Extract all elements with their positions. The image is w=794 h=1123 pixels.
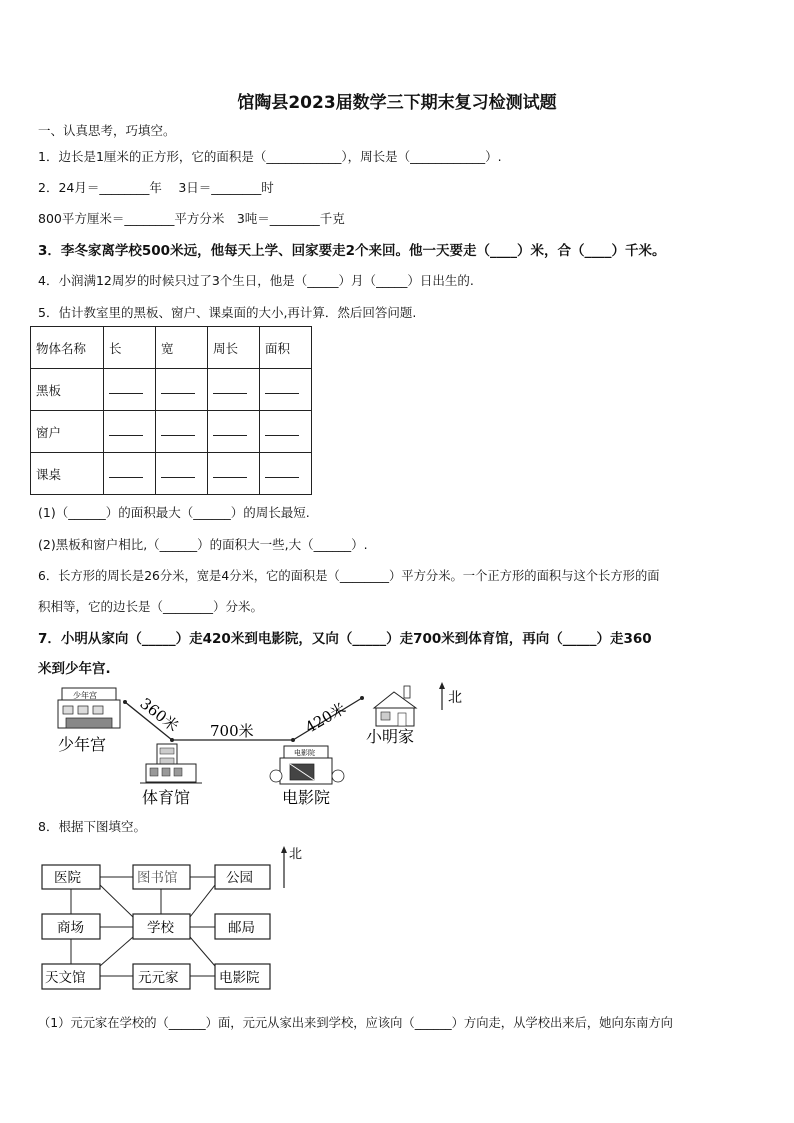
section-heading: 一、认真思考，巧填空。 [38,123,176,138]
grid-map [0,840,340,1000]
table-header: 长 [104,327,156,369]
gym-icon [140,744,202,783]
question-5-1: (1)（______）的面积最大（______）的周长最短. [38,505,310,520]
question-5: 5．估计教室里的黑板、窗户、课桌面的大小,再计算．然后回答问题. [38,305,417,320]
row-label: 黑板 [31,369,104,411]
question-2a: 2．24月＝________年 3日＝________时 [38,180,274,195]
answer-blank[interactable] [208,453,260,495]
library-label: 图书馆 [137,870,178,886]
answer-blank[interactable] [104,411,156,453]
answer-blank[interactable] [156,453,208,495]
answer-blank[interactable] [260,453,312,495]
answer-blank[interactable] [260,411,312,453]
row-label: 课桌 [31,453,104,495]
question-8: 8．根据下图填空。 [38,819,146,834]
mall-label: 商场 [57,920,84,936]
distance-700: 700米 [210,722,254,740]
table-header: 面积 [260,327,312,369]
north-arrow-head-icon [439,682,445,689]
cinema-icon [270,746,344,784]
page-title: 馆陶县2023届数学三下期末复习检测试题 [237,93,557,113]
question-2b: 800平方厘米＝________平方分米 3吨＝________千克 [38,211,345,226]
question-3: 3．李冬家离学校500米远，他每天上学、回家要走2个来回。他一天要走（____）米，合（____）千米。 [38,243,666,259]
north-arrow-head-icon [281,846,287,853]
question-7b: 米到少年宫. [38,661,111,677]
route-point [360,696,364,700]
table-row [31,453,312,495]
route-point [291,738,295,742]
table-header: 宽 [156,327,208,369]
post-office-label: 邮局 [228,920,255,936]
table-header: 周长 [208,327,260,369]
question-8-1: （1）元元家在学校的（______）面，元元从家出来到学校，应该向（______）方向走，从学校出来后，她向东南方向 [38,1016,673,1030]
planetarium-label: 天文馆 [45,970,86,986]
question-6b: 积相等，它的边长是（________）分米。 [38,599,264,614]
yuanyuan-home-label: 元元家 [138,970,179,986]
gym-label: 体育馆 [142,788,191,807]
park-label: 公园 [226,870,253,886]
xiaoming-home-label: 小明家 [366,727,415,746]
question-1: 1．边长是1厘米的正方形，它的面积是（____________），周长是（____________）. [38,149,502,164]
answer-blank[interactable] [208,411,260,453]
question-4: 4．小润满12周岁的时候只过了3个生日，他是（_____）月（_____）日出生的. [38,273,474,288]
question-5-2: (2)黑板和窗户相比,（______）的面积大一些,大（______）. [38,537,368,552]
route-map [0,680,794,810]
question-7a: 7．小明从家向（_____）走420米到电影院，又向（_____）走700米到体育馆，再向（_____）走360 [38,631,652,647]
route-point [170,738,174,742]
youth-palace-sign: 少年宫 [73,691,97,700]
distance-420: 420米 [302,699,349,737]
table-header: 物体名称 [31,327,104,369]
estimation-table [30,326,312,495]
school-label: 学校 [147,920,174,936]
north-label: 北 [289,847,303,862]
table-row [31,411,312,453]
answer-blank[interactable] [208,369,260,411]
route-point [123,700,127,704]
cinema-label: 电影院 [282,788,331,807]
youth-palace-label: 少年宫 [58,735,107,754]
answer-blank[interactable] [156,411,208,453]
answer-blank[interactable] [156,369,208,411]
distance-360: 360米 [136,694,182,736]
hospital-label: 医院 [54,870,81,886]
question-6a: 6．长方形的周长是26分米，宽是4分米，它的面积是（________）平方分米。一个正方形的面积与这个长方形的面 [38,569,660,583]
answer-blank[interactable] [104,369,156,411]
row-label: 窗户 [31,411,104,453]
youth-palace-icon [58,688,120,728]
answer-blank[interactable] [260,369,312,411]
cinema-sign: 电影院 [294,749,315,757]
house-icon [374,686,416,726]
answer-blank[interactable] [104,453,156,495]
cinema-label: 电影院 [219,970,260,986]
table-row [31,369,312,411]
north-label: 北 [448,690,462,706]
table-header-row [31,327,312,369]
